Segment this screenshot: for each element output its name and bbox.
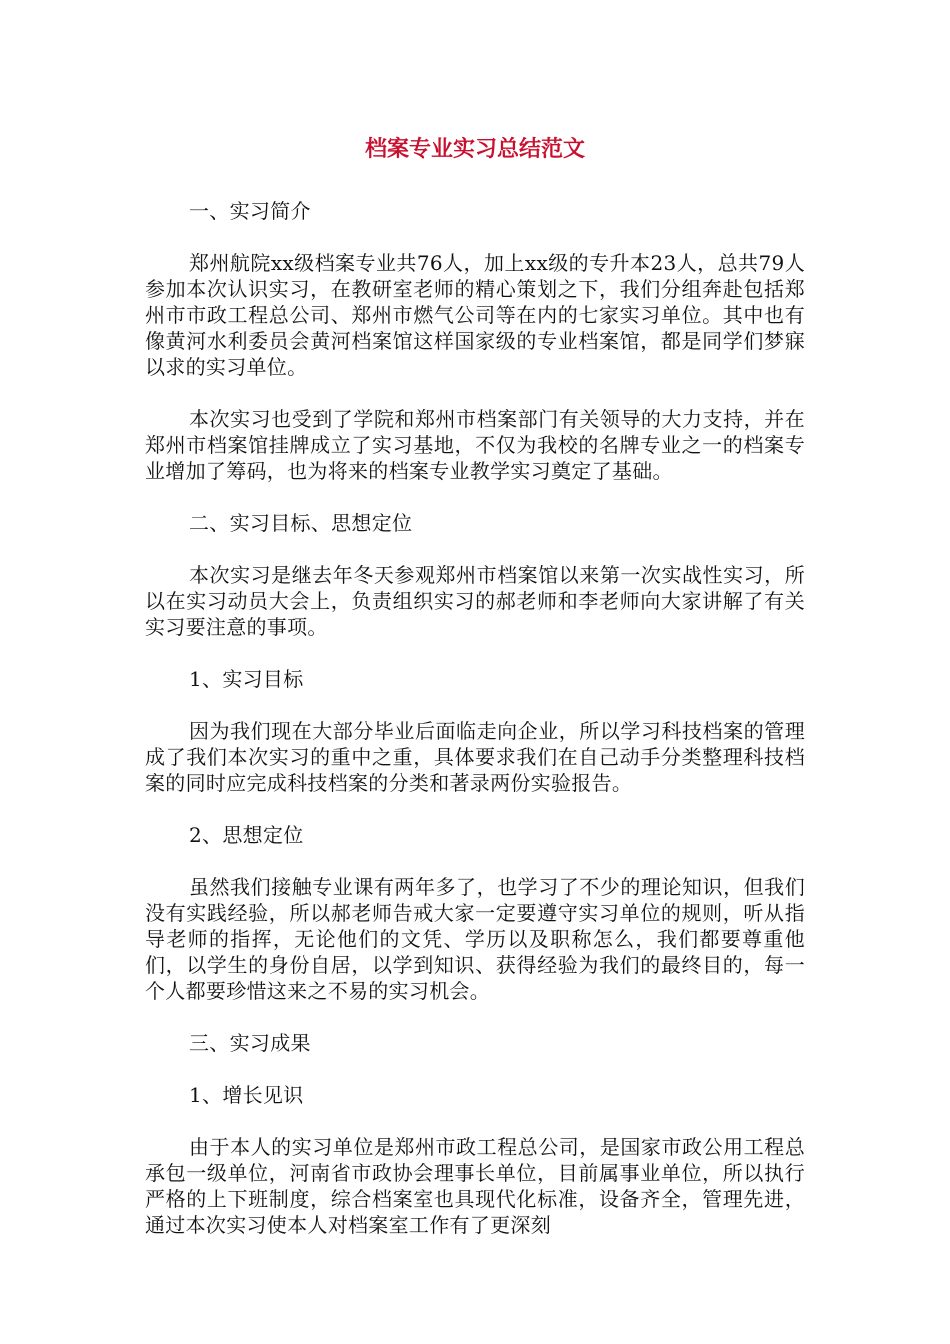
section-heading-goals: 二、实习目标、思想定位 — [189, 511, 413, 535]
document-body — [145, 198, 805, 1264]
paragraph: 虽然我们接触专业课有两年多了，也学习了不少的理论知识，但我们没有实践经验，所以郝老师告戒大家一定要遵守实习单位的规则，听从指导老师的指挥，无论他们的文凭、学历以及职称怎么，我们都要尊重他们，以学生的身份自居，以学到知识、获得经验为我们的最终目的，每一个人都要珍惜这来之不易的实习机会。 — [145, 875, 805, 1003]
section-heading-intro: 一、实习简介 — [189, 199, 311, 223]
subsection-heading-goal: 1、实习目标 — [189, 667, 304, 691]
paragraph: 本次实习是继去年冬天参观郑州市档案馆以来第一次实战性实习，所以在实习动员大会上，负责组织实习的郝老师和李老师向大家讲解了有关实习要注意的事项。 — [145, 563, 805, 639]
document-title: 档案专业实习总结范文 — [364, 137, 585, 162]
paragraph: 本次实习也受到了学院和郑州市档案部门有关领导的大力支持，并在郑州市档案馆挂牌成立了实习基地，不仅为我校的名牌专业之一的档案专业增加了筹码，也为将来的档案专业教学实习奠定了基础。 — [145, 407, 805, 483]
subsection-heading-mindset: 2、思想定位 — [189, 823, 304, 847]
subsection-heading-knowledge: 1、增长见识 — [189, 1083, 304, 1107]
section-heading-results: 三、实习成果 — [189, 1031, 311, 1055]
paragraph: 因为我们现在大部分毕业后面临走向企业，所以学习科技档案的管理成了我们本次实习的重中之重，具体要求我们在自己动手分类整理科技档案的同时应完成科技档案的分类和著录两份实验报告。 — [145, 719, 805, 795]
paragraph: 郑州航院xx级档案专业共76人，加上xx级的专升本23人，总共79人参加本次认识实习，在教研室老师的精心策划之下，我们分组奔赴包括郑州市市政工程总公司、郑州市燃气公司等在内的七家实习单位。其中也有像黄河水利委员会黄河档案馆这样国家级的专业档案馆，都是同学们梦寐以求的实习单位。 — [145, 251, 805, 379]
paragraph: 由于本人的实习单位是郑州市政工程总公司，是国家市政公用工程总承包一级单位，河南省市政协会理事长单位，目前属事业单位，所以执行严格的上下班制度，综合档案室也具现代化标准，设备齐全，管理先进，通过本次实习使本人对档案室工作有了更深刻 — [145, 1135, 805, 1237]
